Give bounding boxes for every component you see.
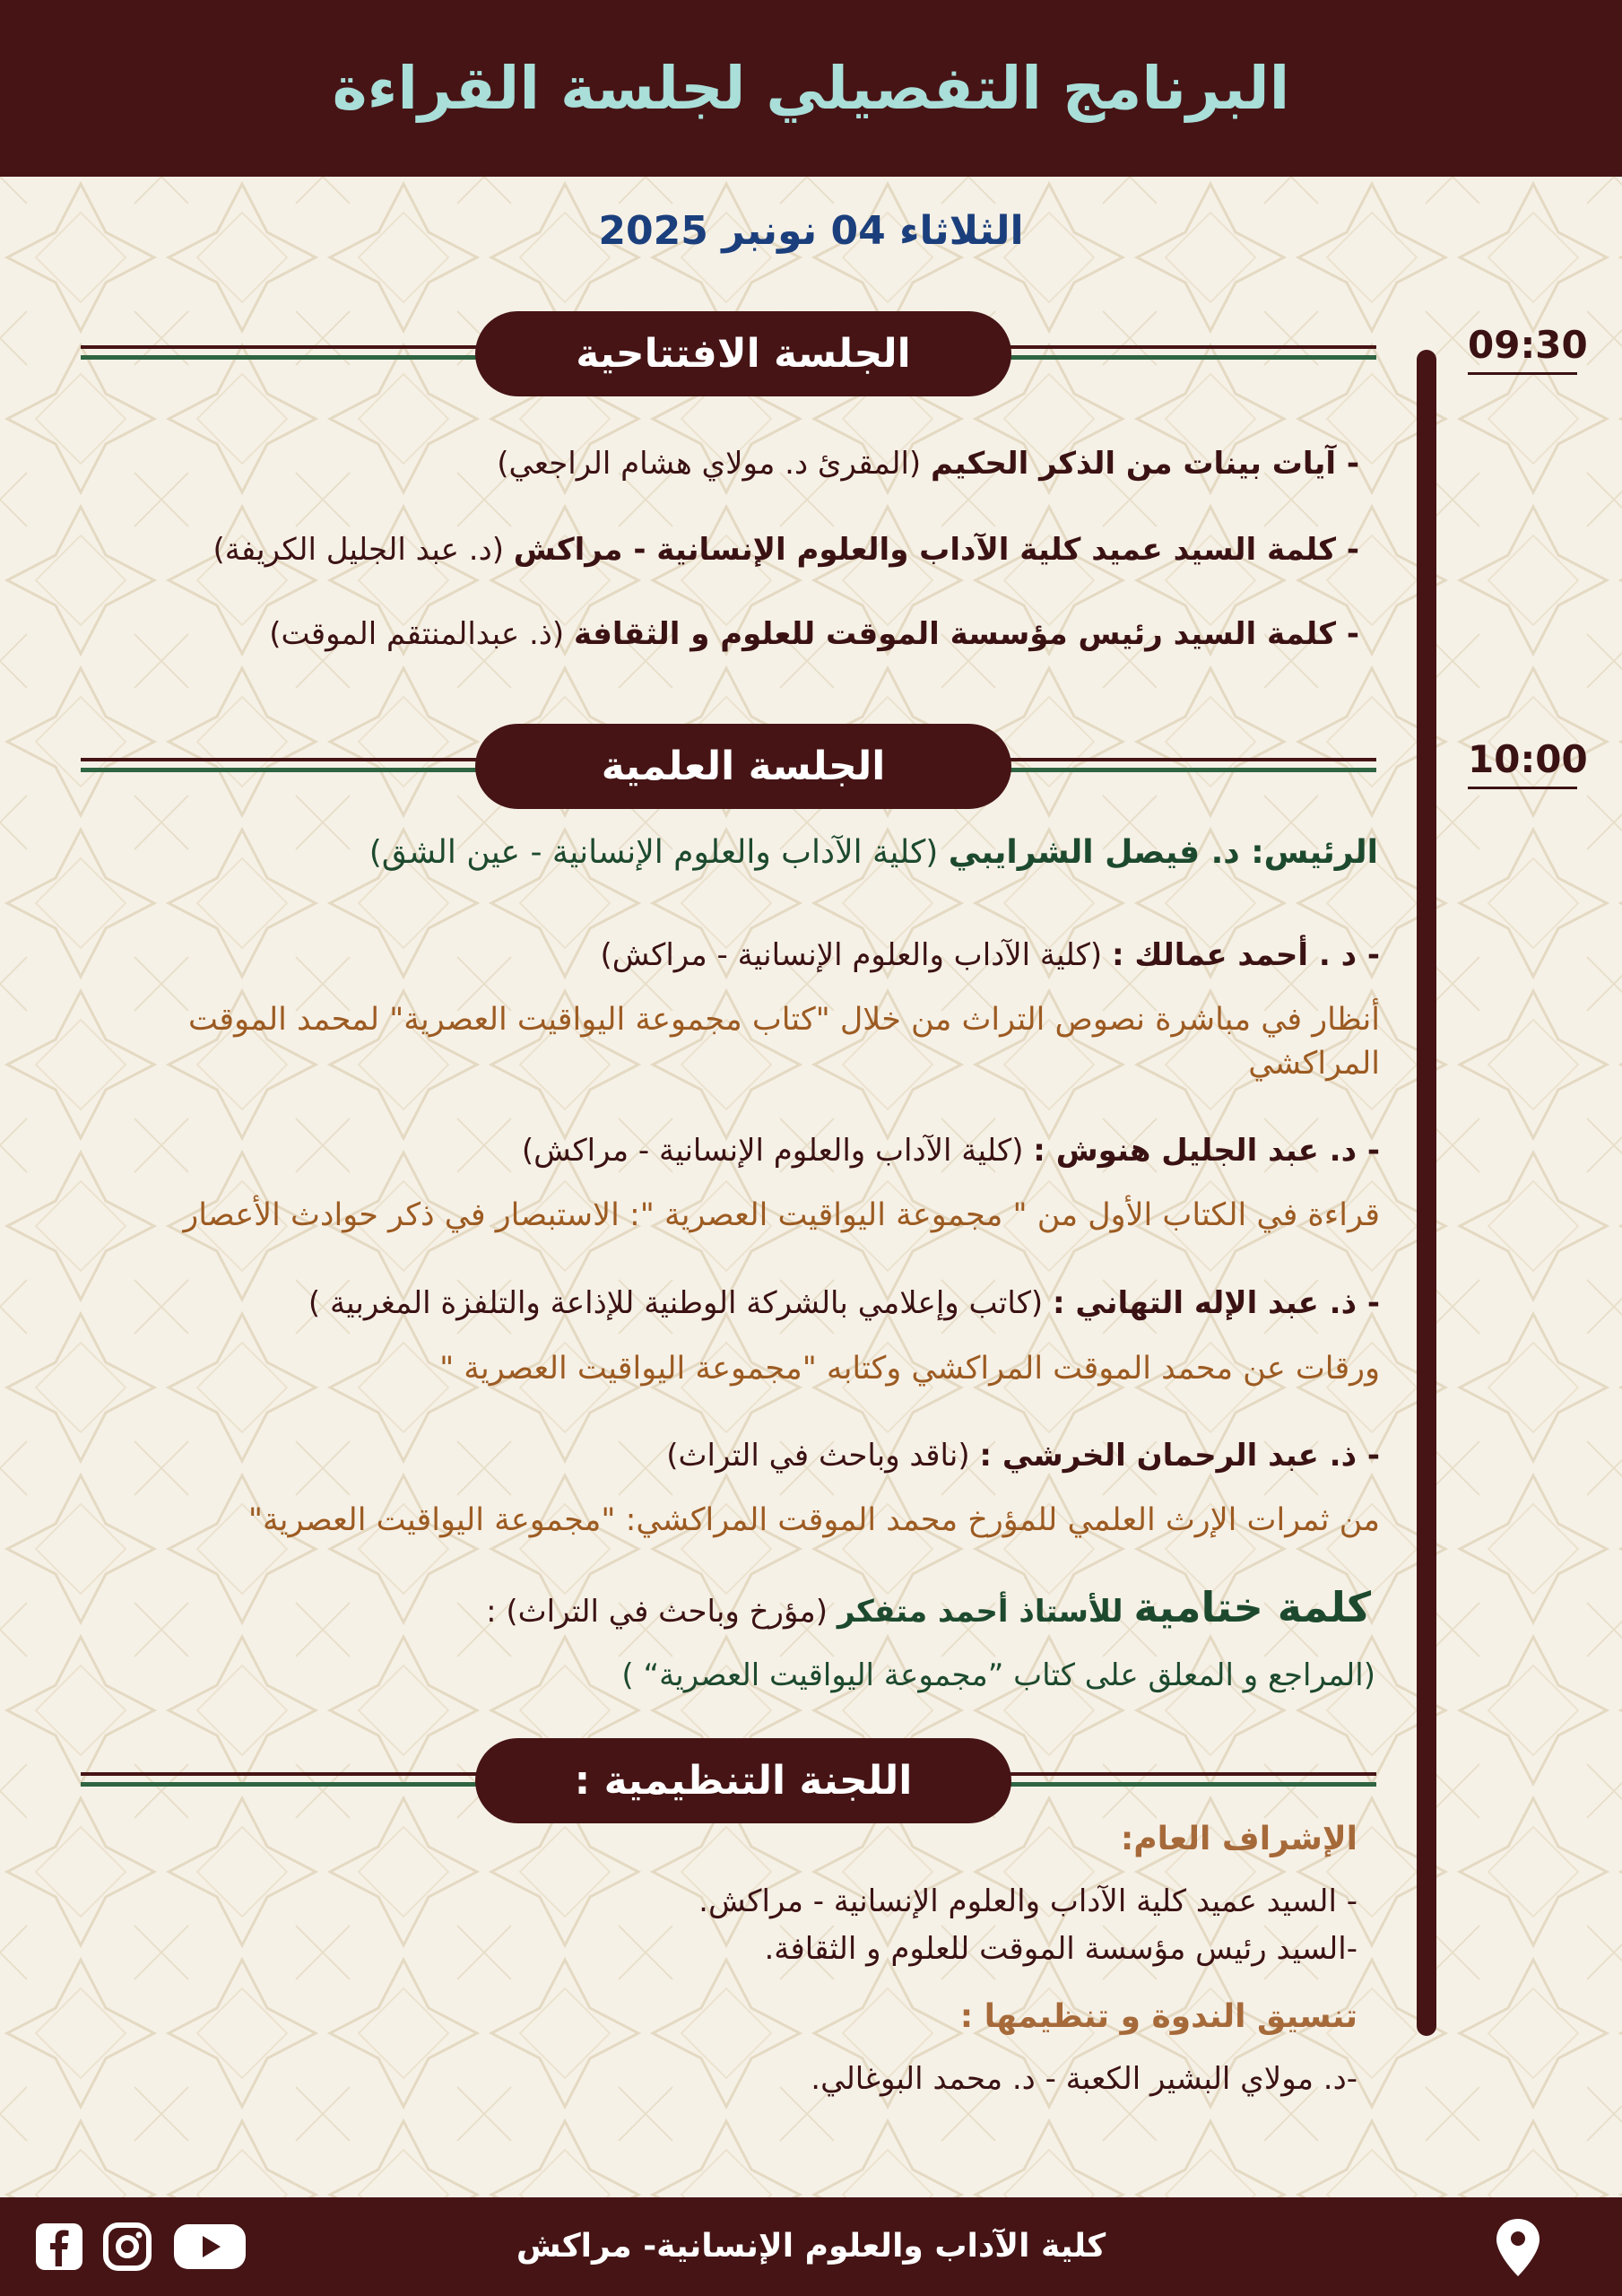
- opening-item: - كلمة السيد عميد كلية الآداب والعلوم الإنسانية - مراكش (د. عبد الجليل الكريفة): [213, 532, 1359, 568]
- talk-title: أنظار في مباشرة نصوص التراث من خلال "كتاب مجموعة اليواقيت العصرية" لمحمد الموقت: [188, 1002, 1380, 1038]
- location-pin-icon: [1493, 2217, 1543, 2278]
- supervision-item: - السيد عميد كلية الآداب والعلوم الإنسانية - مراكش.: [698, 1883, 1357, 1919]
- event-date: الثلاثاء 04 نونبر 2025: [598, 208, 1024, 254]
- header-bar: [0, 0, 1622, 177]
- opening-session-banner: [81, 311, 1376, 396]
- supervision-heading: الإشراف العام:: [1120, 1821, 1357, 1857]
- session-chair: الرئيس: د. فيصل الشرايبي (كلية الآداب والعلوم الإنسانية - عين الشق): [369, 834, 1378, 871]
- coordination-heading: تنسيق الندوة و تنظيمها :: [959, 1998, 1357, 2035]
- talk-speaker: - د . أحمد عمالك : (كلية الآداب والعلوم الإنسانية - مراكش): [600, 937, 1380, 973]
- committee-title: اللجنة التنظيمية :: [475, 1738, 1011, 1823]
- opening-item: - آيات بينات من الذكر الحكيم (المقرئ د. مولاي هشام الراجعي): [497, 446, 1359, 482]
- scientific-session-banner: [81, 724, 1376, 809]
- talk-title: ورقات عن محمد الموقت المراكشي وكتابه "مجموعة اليواقيت العصرية ": [439, 1351, 1380, 1387]
- footer-bar: [0, 2197, 1622, 2296]
- talk-speaker: - د. عبد الجليل هنوش : (كلية الآداب والعلوم الإنسانية - مراكش): [521, 1133, 1380, 1169]
- opening-session-title: الجلسة الافتتاحية: [475, 311, 1011, 396]
- committee-banner: [81, 1738, 1376, 1823]
- footer-institution: كلية الآداب والعلوم الإنسانية- مراكش: [516, 2228, 1106, 2265]
- coordination-item: -د. مولاي البشير الكعبة - د. محمد البوغالي.: [811, 2061, 1357, 2097]
- talk-title: من ثمرات الإرث العلمي للمؤرخ محمد الموقت المراكشي: "مجموعة اليواقيت العصرية": [247, 1502, 1380, 1538]
- timeline-bar: [1417, 350, 1436, 2036]
- facebook-icon[interactable]: [34, 2222, 84, 2272]
- talk-speaker: - ذ. عبد الرحمان الخرشي : (ناقد وباحث في التراث): [666, 1438, 1380, 1474]
- opening-time: 09:30: [1468, 323, 1577, 375]
- closing-note: (المراجع و المعلق على كتاب ”مجموعة اليواقيت العصرية“ ): [621, 1657, 1375, 1693]
- closing-remarks: كلمة ختامية للأستاذ أحمد متفكر (مؤرخ وباحث في التراث) :: [486, 1583, 1371, 1631]
- talk-speaker: - ذ. عبد الإله التهاني : (كاتب وإعلامي بالشركة الوطنية للإذاعة والتلفزة المغربية ): [308, 1285, 1380, 1321]
- opening-item: - كلمة السيد رئيس مؤسسة الموقت للعلوم و الثقافة (ذ. عبدالمنتقم الموقت): [269, 616, 1359, 652]
- scientific-session-title: الجلسة العلمية: [475, 724, 1011, 809]
- talk-title: المراكشي: [1248, 1046, 1380, 1082]
- scientific-time: 10:00: [1468, 737, 1577, 789]
- supervision-item: -السيد رئيس مؤسسة الموقت للعلوم و الثقافة.: [764, 1931, 1357, 1967]
- youtube-icon[interactable]: [172, 2222, 247, 2272]
- page-title: البرنامج التفصيلي لجلسة القراءة: [332, 54, 1290, 123]
- talk-title: قراءة في الكتاب الأول من " مجموعة اليواقيت العصرية ": الاستبصار في ذكر حوادث الأعصار: [183, 1197, 1380, 1233]
- instagram-icon[interactable]: [102, 2222, 152, 2272]
